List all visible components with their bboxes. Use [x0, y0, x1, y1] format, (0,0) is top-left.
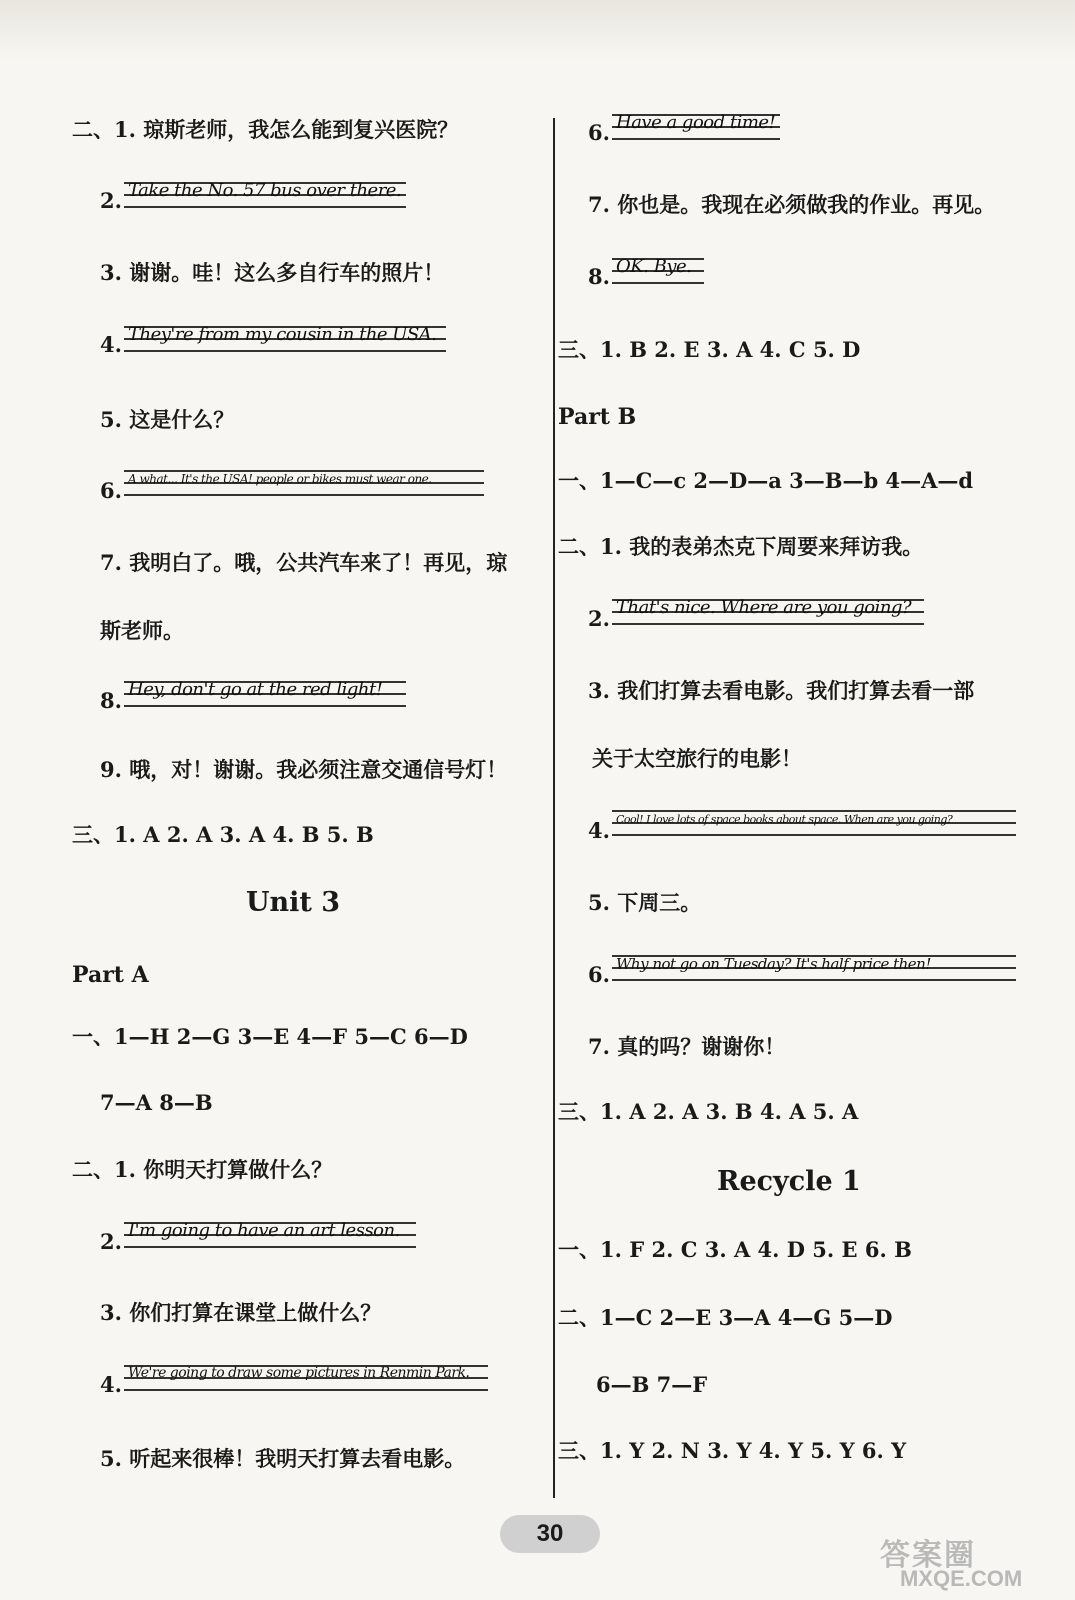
right-answers-san: 三、1. B 2. E 3. A 4. C 5. D [558, 337, 861, 362]
handwriting-text: Hey, don't go at the red light! [128, 679, 383, 700]
handwriting-line-a4 [124, 1365, 488, 1395]
column-divider [553, 118, 555, 1498]
page-number: 30 [500, 1515, 600, 1553]
left-answers-san: 三、1. A 2. A 3. A 4. B 5. B [72, 822, 374, 847]
part-b-num-6: 6. [588, 962, 610, 987]
handwriting-text: Have a good time! [616, 112, 776, 133]
handwriting-right-8 [612, 258, 704, 288]
part-b-num-2: 2. [588, 606, 610, 631]
handwriting-line-8 [124, 681, 406, 711]
handwriting-text: Cool! I love lots of space books about space. When are you going? [616, 813, 953, 826]
recycle-san: 三、1. Y 2. N 3. Y 4. Y 5. Y 6. Y [558, 1438, 907, 1463]
left-line-7a: 7. 我明白了。哦，公共汽车来了！再见，琼 [100, 550, 508, 575]
right-num-8: 8. [588, 264, 610, 289]
handwriting-text: They're from my cousin in the USA. [128, 324, 437, 345]
watermark-logo: 答案圈 [880, 1539, 976, 1572]
part-a-yi: 一、1—H 2—G 3—E 4—F 5—C 6—D [72, 1024, 468, 1049]
handwriting-text: OK. Bye. [616, 256, 692, 277]
left-num-2: 2. [100, 188, 122, 213]
part-b-line-5: 5. 下周三。 [588, 890, 702, 915]
recycle-yi: 一、1. F 2. C 3. A 4. D 5. E 6. B [558, 1237, 912, 1262]
part-a-num-2: 2. [100, 1229, 122, 1254]
handwriting-text: I'm going to have an art lesson. [128, 1220, 400, 1241]
handwriting-text: Why not go on Tuesday? It's half price then! [616, 955, 931, 973]
part-a-line-3: 3. 你们打算在课堂上做什么？ [100, 1300, 382, 1325]
left-line-7b: 斯老师。 [100, 618, 184, 643]
handwriting-right-b6 [612, 955, 1016, 985]
handwriting-text: We're going to draw some pictures in Renmin Park. [128, 1365, 470, 1381]
part-b-yi: 一、1—C—c 2—D—a 3—B—b 4—A—d [558, 468, 974, 493]
handwriting-line-6 [124, 470, 484, 500]
handwriting-text: That's nice. Where are you going? [616, 597, 912, 618]
handwriting-right-b2 [612, 599, 924, 629]
part-b-num-4: 4. [588, 818, 610, 843]
recycle-er-cont: 6—B 7—F [596, 1372, 708, 1397]
part-a-er-1: 二、1. 你明天打算做什么？ [72, 1157, 333, 1182]
part-b-line-3a: 3. 我们打算去看电影。我们打算去看一部 [588, 678, 975, 703]
recycle-1-heading: Recycle 1 [717, 1166, 861, 1197]
part-b-heading: Part B [558, 404, 637, 430]
left-line-9: 9. 哦，对！谢谢。我必须注意交通信号灯！ [100, 757, 508, 782]
part-a-heading: Part A [72, 962, 149, 988]
right-num-6: 6. [588, 120, 610, 145]
part-b-line-7: 7. 真的吗？谢谢你！ [588, 1034, 786, 1059]
recycle-er: 二、1—C 2—E 3—A 4—G 5—D [558, 1305, 893, 1330]
right-line-7: 7. 你也是。我现在必须做我的作业。再见。 [588, 192, 996, 217]
left-num-6: 6. [100, 478, 122, 503]
unit-3-heading: Unit 3 [246, 887, 341, 918]
scan-top-band [0, 0, 1075, 60]
part-b-answers-san: 三、1. A 2. A 3. B 4. A 5. A [558, 1099, 859, 1124]
handwriting-right-6 [612, 114, 780, 144]
part-b-er-1: 二、1. 我的表弟杰克下周要来拜访我。 [558, 534, 924, 559]
left-line-5: 5. 这是什么？ [100, 407, 235, 432]
part-a-yi-cont: 7—A 8—B [100, 1090, 213, 1115]
watermark-url: MXQE.COM [900, 1566, 1023, 1591]
handwriting-text: A what... It's the USA! people or bikes must wear one. [128, 472, 432, 486]
handwriting-line-4 [124, 326, 446, 356]
handwriting-text: Take the No. 57 bus over there. [128, 180, 402, 201]
part-b-line-3b: 关于太空旅行的电影！ [592, 746, 802, 771]
left-line-3: 3. 谢谢。哇！这么多自行车的照片！ [100, 260, 445, 285]
handwriting-line-a2 [124, 1222, 416, 1252]
part-a-num-4: 4. [100, 1372, 122, 1397]
left-num-4: 4. [100, 332, 122, 357]
handwriting-right-b4 [612, 810, 1016, 840]
part-a-line-5: 5. 听起来很棒！我明天打算去看电影。 [100, 1446, 466, 1471]
left-line-1: 二、1. 琼斯老师，我怎么能到复兴医院？ [72, 117, 459, 142]
handwriting-line-2 [124, 182, 406, 212]
left-num-8: 8. [100, 688, 122, 713]
